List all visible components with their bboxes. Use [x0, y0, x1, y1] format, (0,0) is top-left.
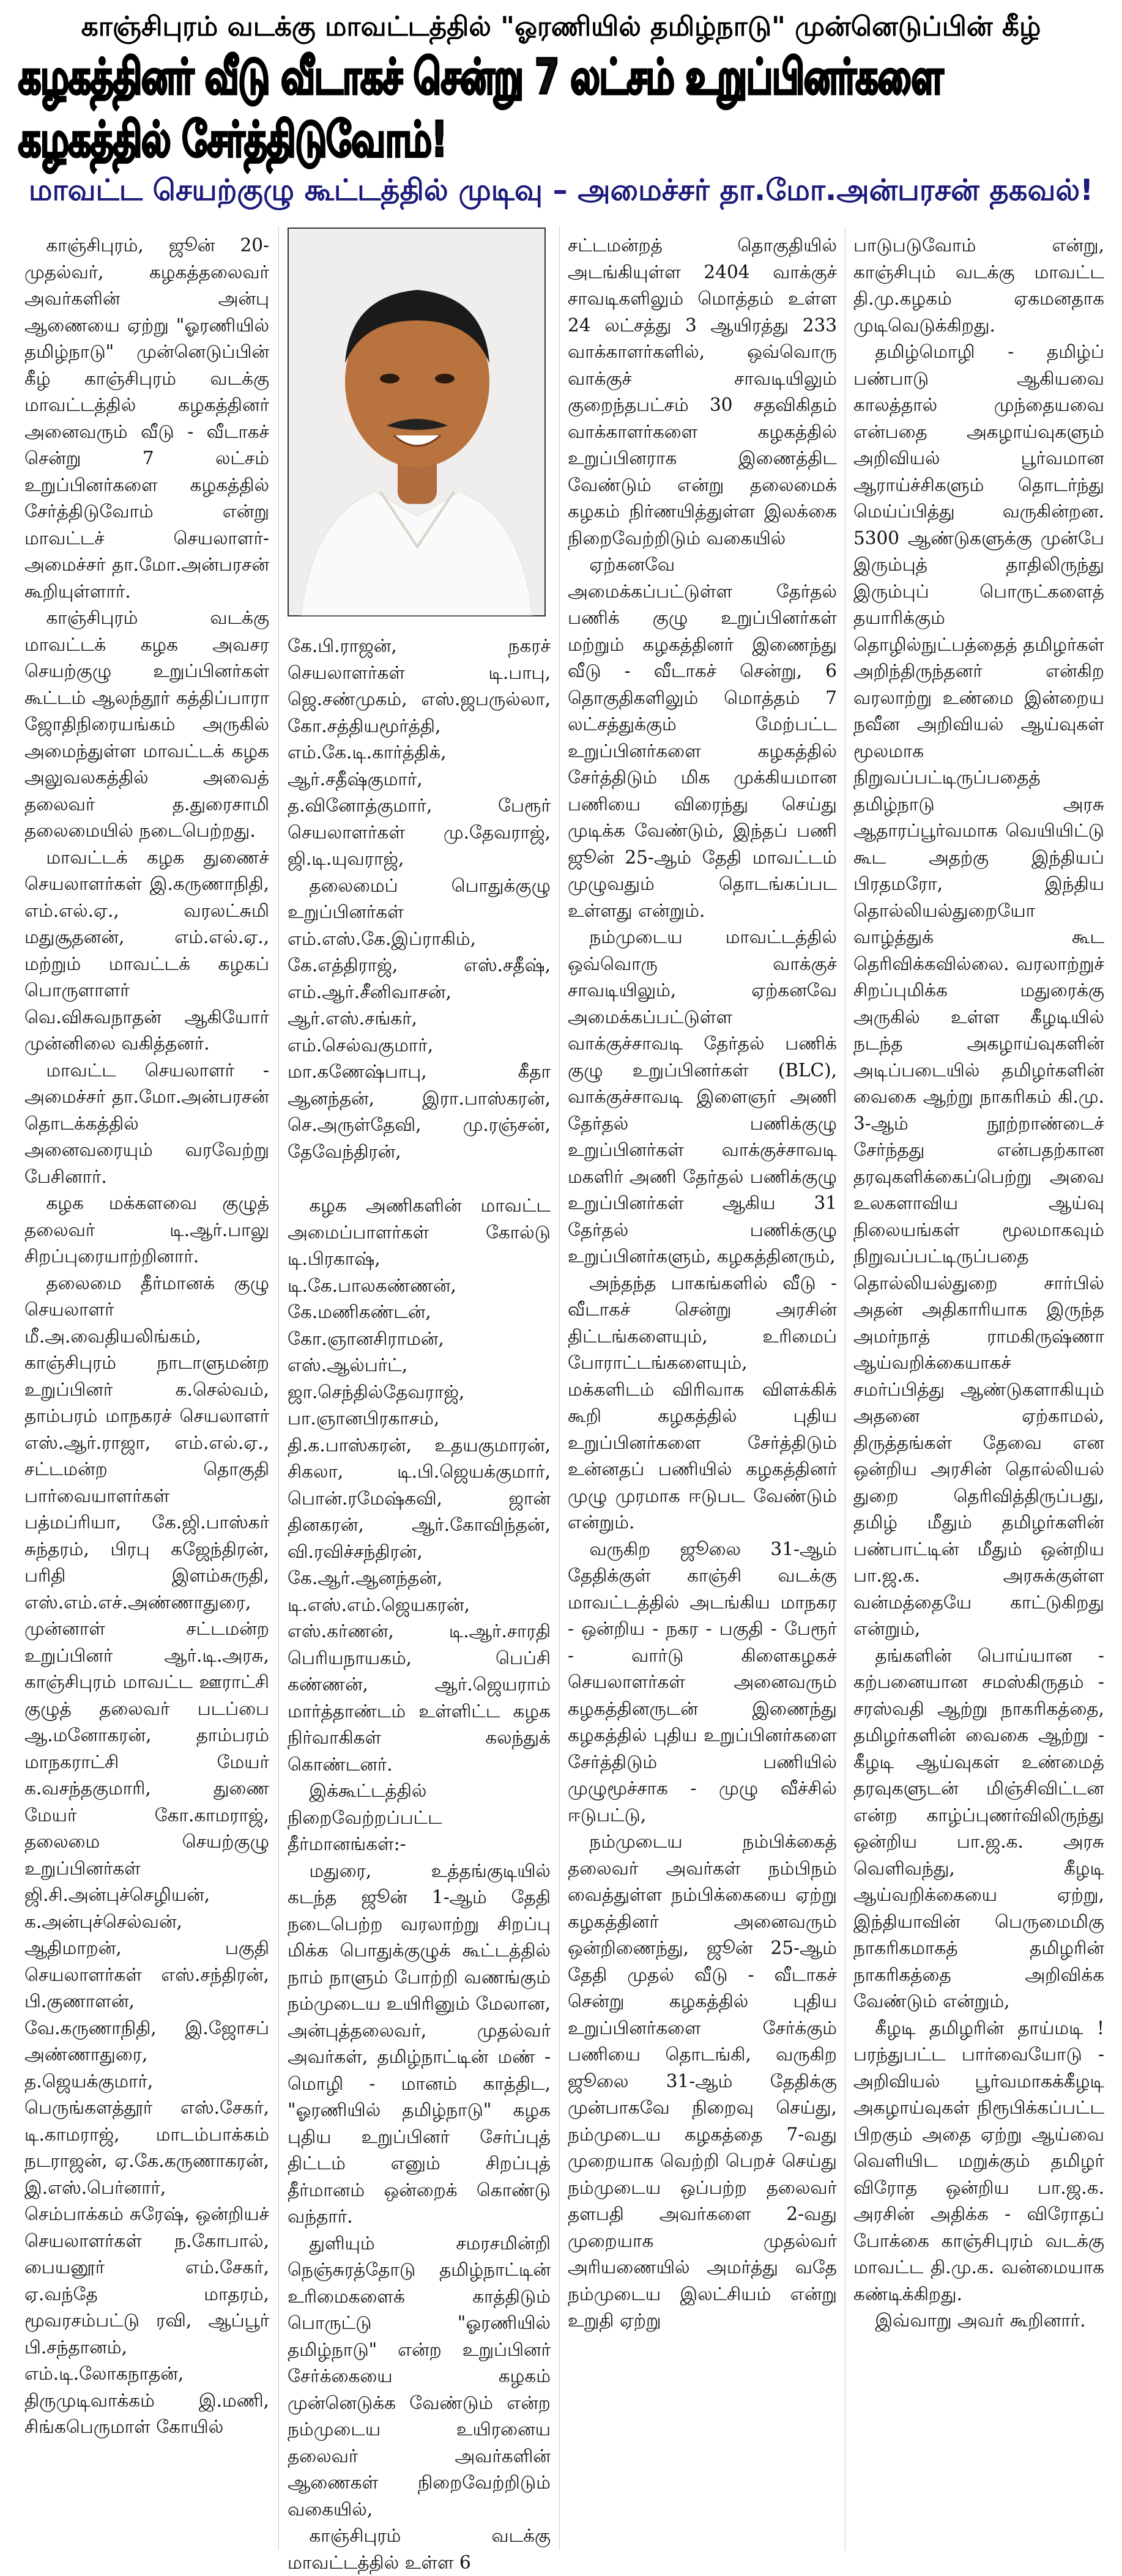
paragraph: கே.பி.ராஜன், நகரச் செயலாளர்கள் டி.பாபு, ஜெ.சண்முகம், எஸ்.ஜபருல்லா, கோ.சத்தியமூர்த்தி, எம்.கே.டி.கார்த்திக், ஆர்.சதீஷ்குமார், த.வினோத்குமார், பேரூர் செயலாளர்கள் மு.தேவராஜ், ஜி.டி.யுவராஜ், — [288, 635, 551, 869]
paragraph: துளியும் சமரசமின்றி நெஞ்சுரத்தோடு தமிழ்நாட்டின் உரிமைகளைக் காத்திடும் பொருட்டு "ஓரணியில் தமிழ்நாடு" என்ற உறுப்பினர் சேர்க்கையை கழகம் முன்னெடுக்க வேண்டும் என்ற நம்முடைய உயிரனைய தலைவர் அவர்களின் ஆணைகள் நிறைவேற்றிடும் வகையில், — [288, 2232, 551, 2520]
paragraph: காஞ்சிபுரம் வடக்கு மாவட்டக் கழக அவசர செயற்குழு உறுப்பினர்கள் கூட்டம் ஆலந்தூர் கத்திப்பாரா ஜோதிநிரையங்கம் அருகில் அமைந்துள்ள மாவட்டக் கழக அலுவலகத்தில் அவைத் தலைவர் த.துரைசாமி தலைமையில் நடைபெற்றது. — [24, 607, 269, 841]
paragraph: அந்தந்த பாகங்களில் வீடு - வீடாகச் சென்று அரசின் திட்டங்களையும், உரிமைப் போராட்டங்களையும், மக்களிடம் விரிவாக விளக்கிக் கூறி கழகத்தில் புதிய உறுப்பினர்களை சேர்த்திடும் உன்னதப் பணியில் கழகத்தினர் முழு முரமாக ஈடுபட வேண்டும் என்றும். — [568, 1272, 837, 1533]
paragraph: கழக அணிகளின் மாவட்ட அமைப்பாளர்கள் கோல்டு டி.பிரகாஷ், டி.கே.பாலகண்ணன், கே.மணிகண்டன், கோ.ஞானசிராமன், எஸ்.ஆல்பர்ட், ஜா.செந்தில்தேவராஜ், பா.ஞானபிரகாசம், தி.க.பாஸ்கரன், உதயகுமாரன், சிகலா, டி.பி.ஜெயக்குமார், பொன்.ரமேஷ்கவி, ஜான் தினகரன், ஆர்.கோவிந்தன், வி.ரவிச்சந்திரன், கே.ஆர்.ஆனந்தன், டி.எஸ்.எம்.ஜெயகரன், எஸ்.கர்ணன், டி.ஆர்.சாரதி பெரியநாயகம், பெப்சி கண்ணன், ஆர்.ஜெயராம் மார்த்தாண்டம் உள்ளிட்ட கழக நிர்வாகிகள் கலந்துக் கொண்டனர். — [288, 1195, 551, 1775]
kicker-line: காஞ்சிபுரம் வடக்கு மாவட்டத்தில் "ஓரணியில் தமிழ்நாடு" முன்னெடுப்பின் கீழ் — [81, 10, 1041, 42]
paragraph: மதுரை, உத்தங்குடியில் கடந்த ஜூன் 1-ஆம் தேதி நடைபெற்ற வரலாற்று சிறப்பு மிக்க பொதுக்குழுக் கூட்டத்தில் நாம் நாளும் போற்றி வணங்கும் நம்முடைய உயிரினும் மேலான, அன்புத்தலைவர், முதல்வர் அவர்கள், தமிழ்நாட்டின் மண் - மொழி - மானம் காத்திட, "ஓரணியில் தமிழ்நாடு" கழக புதிய உறுப்பினர் சேர்ப்புத் திட்டம் எனும் சிறப்புத் தீர்மானம் ஒன்றைக் கொண்டு வந்தார். — [288, 1860, 551, 2227]
article-column-4 — [853, 232, 1104, 2550]
paragraph: மாவட்டக் கழக துணைச் செயலாளர்கள் இ.கருணாநிதி, எம்.எல்.ஏ., வரலட்சுமி மதுசூதனன், எம்.எல்.ஏ., மற்றும் மாவட்டக் கழகப் பொருளாளர் வெ.விசுவநாதன் ஆகியோர் முன்னிலை வகித்தனர். — [24, 846, 269, 1054]
paragraph: வருகிற ஜூலை 31-ஆம் தேதிக்குள் காஞ்சி வடக்கு மாவட்டத்தில் அடங்கிய மாநகர - ஒன்றிய - நகர - பகுதி - பேரூர் - வார்டு கிளைகழகச் செயலாளர்கள் அனைவரும் கழகத்தினருடன் இணைந்து கழகத்தில் புதிய உறுப்பினர்களை சேர்த்திடும் பணியில் முழுமூச்சாக - முழு வீச்சில் ஈடுபட்டு, — [568, 1538, 837, 1826]
paragraph: ஏற்கனவே அமைக்கப்பட்டுள்ள தேர்தல் பணிக் குழு உறுப்பினர்கள் மற்றும் கழகத்தினர் இணைந்து வீடு - வீடாகச் சென்று, 6 தொகுதிகளிலும் மொத்தம் 7 லட்சத்துக்கும் மேற்பட்ட உறுப்பினர்களை கழகத்தில் சேர்த்திடும் மிக முக்கியமான பணியை விரைந்து செய்து முடிக்க வேண்டும், இந்தப் பணி ஜூன் 25-ஆம் தேதி மாவட்டம் முழுவதும் தொடங்கப்பட உள்ளது என்றும். — [568, 554, 837, 921]
paragraph: காஞ்சிபுரம், ஜூன் 20- முதல்வர், கழகத்தலைவர் அவர்களின் அன்பு ஆணையை ஏற்று "ஓரணியில் தமிழ்நாடு" முன்னெடுப்பின் கீழ் காஞ்சிபுரம் வடக்கு மாவட்டத்தில் கழகத்தினர் அனைவரும் வீடு - வீடாகச் சென்று 7 லட்சம் உறுப்பினர்களை கழகத்தில் சேர்த்திடுவோம் என்று மாவட்டச் செயலாளர்- அமைச்சர் தா.மோ.அன்பரசன் கூறியுள்ளார். — [24, 235, 269, 602]
column-divider — [559, 226, 560, 2550]
paragraph: கீழடி தமிழரின் தாய்மடி ! பரந்துபட்ட பார்வையோடு - அறிவியல் பூர்வமாகக்கீழடி அகழாய்வுகள் நிரூபிக்கப்பட்ட பிறகும் அதை ஏற்று ஆய்வை வெளியிட மறுக்கும் தமிழர் விரோத ஒன்றிய பா.ஜ.க. அரசின் அதிக்க - விரோதப் போக்கை காஞ்சிபுரம் வடக்கு மாவட்ட தி.மு.க. வன்மையாக கண்டிக்கிறது. — [853, 2017, 1104, 2304]
column-divider — [278, 226, 279, 2550]
article-column-2 — [288, 1193, 551, 2573]
headline: கழகத்தினர் வீடு வீடாகச் சென்று 7 லட்சம் உறுப்பினர்களை கழகத்தில் சேர்த்திடுவோம்! — [18, 48, 943, 168]
paragraph: பாடுபடுவோம் என்று, காஞ்சிபும் வடக்கு மாவட்ட தி.மு.கழகம் ஏகமனதாக முடிவெடுக்கிறது. — [853, 235, 1104, 336]
paragraph: கழக மக்களவை குழுத் தலைவர் டி.ஆர்.பாலு சிறப்புரையாற்றினார். — [24, 1193, 269, 1267]
paragraph: நம்முடைய நம்பிக்கைத் தலைவர் அவர்கள் நம்பிநம் வைத்துள்ள நம்பிக்கையை ஏற்று கழகத்தினர் அனைவரும் ஒன்றிணைந்து, ஜூன் 25-ஆம் தேதி முதல் வீடு - வீடாகச் சென்று கழகத்தில் புதிய உறுப்பினர்களை சேர்க்கும் பணியை தொடங்கி, வருகிற ஜூலை 31-ஆம் தேதிக்கு முன்பாகவே நிறைவு செய்து, நம்முடைய கழகத்தை 7-வது முறையாக வெற்றி பெறச் செய்து நம்முடைய ஒப்பற்ற தலைவர் தளபதி அவர்களை 2-வது முறையாக முதல்வர் அரியணையில் அமர்த்து வதே நம்முடைய இலட்சியம் என்று உறுதி ஏற்று — [568, 1831, 837, 2331]
article-column-3 — [568, 232, 837, 2550]
paragraph: தங்களின் பொய்யான - கற்பனையான சமஸ்கிருதம் - சரஸ்வதி ஆற்று நாகரிகத்தை, தமிழர்களின் வைகை ஆற்று - கீழடி ஆய்வுகள் உண்மைத் தரவுகளுடன் மிஞ்சிவிட்டன என்ற காழ்ப்புணர்விலிருந்து ஒன்றிய பா.ஜ.க. அரசு வெளிவந்து, கீழடி ஆய்வறிக்கையை ஏற்று, இந்தியாவின் பெருமைமிகு நாகரிகமாகத் தமிழரின் நாகரிகத்தை அறிவிக்க வேண்டும் என்றும், — [853, 1645, 1104, 2012]
article-column-1 — [24, 232, 269, 2550]
paragraph: தமிழ்மொழி - தமிழ்ப் பண்பாடு ஆகியவை காலத்தால் முந்தையவை என்பதை அகழாய்வுகளும் அறிவியல் பூர்வமான ஆராய்ச்சிகளும் தொடர்ந்து மெய்ப்பித்து வருகின்றன. 5300 ஆண்டுகளுக்கு முன்பே இரும்புத் தாதிலிருந்து இரும்புப் பொருட்களைத் தயாரிக்கும் தொழில்நுட்பத்தைத் தமிழர்கள் அறிந்திருந்தனர் என்கிற வரலாற்று உண்மை இன்றைய நவீன அறிவியல் ஆய்வுகள் மூலமாக நிறுவப்பட்டிருப்பதைத் தமிழ்நாடு அரசு ஆதாரப்பூர்வமாக வெயியிட்டு கூட அதற்கு இந்தியப் பிரதமரோ, இந்திய தொல்லியல்துறையோ வாழ்த்துக் கூட தெரிவிக்கவில்லை. வரலாற்றுச் சிறப்புமிக்க மதுரைக்கு அருகில் உள்ள கீழடியில் நடந்த அகழாய்வுகளின் அடிப்படையில் தமிழர்களின் வைகை ஆற்று நாகரிகம் கி.மு. 3-ஆம் நூற்றாண்டைச் சேர்ந்தது என்பதற்கான தரவுகளிக்கைப்பெற்று அவை உலகளாவிய ஆய்வு நிலையங்கள் மூலமாகவும் நிறுவப்பட்டிருப்பதை தொல்லியல்துறை சார்பில் அதன் அதிகாரியாக இருந்த அமர்நாத் ராமகிருஷ்ணா ஆய்வறிக்கையாகச் சமர்ப்பித்து ஆண்டுகளாகியும் அதனை ஏற்காமல், திருத்தங்கள் தேவை என ஒன்றிய அரசின் தொல்லியல் துறை தெரிவித்திருப்பது, தமிழ் மீதும் தமிழர்களின் பண்பாட்டின் மீதும் ஒன்றிய பா.ஜ.க. அரசுக்குள்ள வன்மத்தையே காட்டுகிறது என்றும், — [853, 341, 1104, 1639]
paragraph: இவ்வாறு அவர் கூறினார். — [875, 2310, 1086, 2331]
subheadline: மாவட்ட செயற்குழு கூட்டத்தில் முடிவு – அமைச்சர் தா.மோ.அன்பரசன் தகவல்! — [28, 173, 1094, 207]
article-column-2-top — [288, 633, 551, 1193]
paragraph: தலைமைப் பொதுக்குழு உறுப்பினர்கள் எம்.எஸ்.கே.இப்ராகிம், கே.எத்திராஜ், எஸ்.சதீஷ், எம்.ஆர்.சீனிவாசன், ஆர்.எஸ்.சங்கர், எம்.செல்வகுமார், மா.கணேஷ்பாபு, கீதா ஆனந்தன், இரா.பாஸ்கரன், செ.அருள்தேவி, மு.ரஞ்சன், தேவேந்திரன், — [288, 875, 551, 1162]
paragraph: மாவட்ட செயலாளர் - அமைச்சர் தா.மோ.அன்பரசன் தொடக்கத்தில் அனைவரையும் வரவேற்று பேசினார். — [24, 1059, 269, 1187]
paragraph: தலைமை தீர்மானக் குழு செயலாளர் மீ.அ.வைதியலிங்கம், காஞ்சிபுரம் நாடாளுமன்ற உறுப்பினர் க.செல்வம், தாம்பரம் மாநகரச் செயலாளர் எஸ்.ஆர்.ராஜா, எம்.எல்.ஏ., சட்டமன்ற தொகுதி பார்வையாளர்கள் பத்மப்ரியா, கே.ஜி.பாஸ்கர் சுந்தரம், பிரபு கஜேந்திரன், பரிதி இளம்சுருதி, எஸ்.எம்.எச்.அண்ணாதுரை, முன்னாள் சட்டமன்ற உறுப்பினர் ஆர்.டி.அரசு, காஞ்சிபுரம் மாவட்ட ஊராட்சி குழுத் தலைவர் படப்பை ஆ.மனோகரன், தாம்பரம் மாநகராட்சி மேயர் க.வசந்தகுமாரி, துணை மேயர் கோ.காமராஜ், தலைமை செயற்குழு உறுப்பினர்கள் ஜி.சி.அன்புச்செழியன், க.அன்புச்செல்வன், ஆதிமாறன், பகுதி செயலாளர்கள் எஸ்.சந்திரன், பி.குணாளன், வே.கருணாநிதி, இ.ஜோசப் அண்ணாதுரை, த.ஜெயக்குமார், பெருங்களத்தூர் எஸ்.சேகர், டி.காமராஜ், மாடம்பாக்கம் நடராஜன், ஏ.கே.கருணாகரன், இ.எஸ்.பெர்னார், செம்பாக்கம் சுரேஷ், ஒன்றியச் செயலாளர்கள் ந.கோபால், பையனூர் எம்.சேகர், ஏ.வந்தே மாதரம், மூவரசம்பட்டு ரவி, ஆப்பூர் பி.சந்தானம், எம்.டி.லோகநாதன், திருமுடிவாக்கம் இ.மணி, சிங்கபெருமாள் கோயில் — [24, 1272, 269, 2437]
paragraph: காஞ்சிபுரம் வடக்கு மாவட்டத்தில் உள்ள 6 — [288, 2525, 551, 2573]
portrait-photo — [288, 228, 546, 616]
paragraph: நம்முடைய மாவட்டத்தில் ஒவ்வொரு வாக்குச் சாவடியிலும், ஏற்கனவே அமைக்கப்பட்டுள்ள வாக்குச்சாவடி தேர்தல் பணிக் குழு உறுப்பினர்கள் (BLC), வாக்குச்சாவடி இளைஞர் அணி தேர்தல் பணிக்குழு உறுப்பினர்கள் வாக்குச்சாவடி மகளிர் அணி தேர்தல் பணிக்குழு உறுப்பினர்கள் ஆகிய 31 தேர்தல் பணிக்குழு உறுப்பினர்களும், கழகத்தினரும், — [568, 927, 837, 1267]
portrait-photo-icon — [289, 229, 544, 615]
paragraph: சட்டமன்றத் தொகுதியில் அடங்கியுள்ள 2404 வாக்குச் சாவடிகளிலும் மொத்தம் உள்ள 24 லட்சத்து 3 ஆயிரத்து 233 வாக்காளர்களில், ஒவ்வொரு வாக்குச் சாவடியிலும் குறைந்தபட்சம் 30 சதவிகிதம் வாக்காளர்களை கழகத்தில் உறுப்பினராக இணைத்திட வேண்டும் என்று தலைமைக் கழகம் நிர்ணயித்துள்ள இலக்கை நிறைவேற்றிடும் வகையில் — [568, 235, 837, 549]
paragraph: இக்கூட்டத்தில் நிறைவேற்றப்பட்ட தீர்மானங்கள்:- — [288, 1780, 442, 1854]
